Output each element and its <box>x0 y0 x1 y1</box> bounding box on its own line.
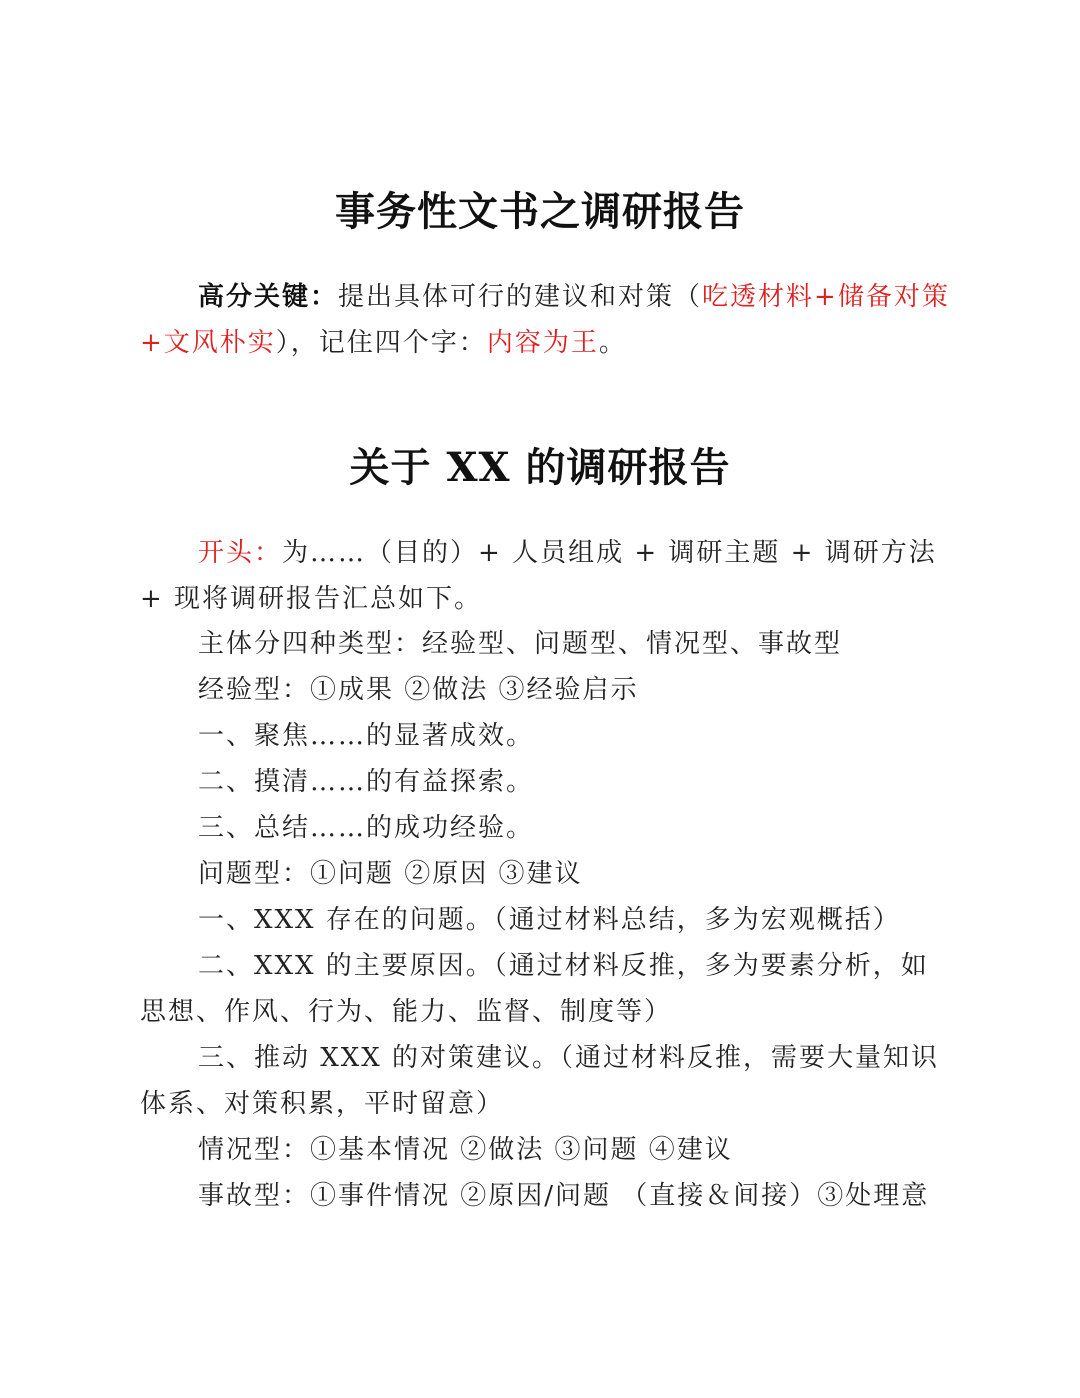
opening-paragraph <box>140 530 950 622</box>
problem-item-2: 二、XXX 的主要原因。（通过材料反推，多为要素分析，如思想、作风、行为、能力、监督、制度等） <box>140 951 929 1027</box>
opening-label: 开头： <box>198 538 283 568</box>
problem-item-3: 三、推动 XXX 的对策建议。（通过材料反推，需要大量知识体系、对策积累，平时留意） <box>140 1043 940 1119</box>
accident-heading: 事故型：①事件情况 ②原因/问题 （直接＆间接）③处理意 <box>198 1181 930 1211</box>
experience-item-1: 一、聚焦……的显著成效。 <box>198 721 535 751</box>
experience-item-3: 三、总结……的成功经验。 <box>198 813 535 843</box>
key-text-3: 。 <box>598 328 627 358</box>
key-text-1: 提出具体可行的建议和对策（ <box>338 282 703 312</box>
key-text-2: ），记住四个字： <box>275 328 487 358</box>
situation-heading: 情况型：①基本情况 ②做法 ③问题 ④建议 <box>198 1135 733 1165</box>
opening-text: 为……（目的）+ 人员组成 + 调研主题 + 调研方法 + 现将调研报告汇总如下。 <box>140 538 937 614</box>
report-title: 关于 XX 的调研报告 <box>349 444 731 491</box>
experience-item-2: 二、摸清……的有益探索。 <box>198 767 535 797</box>
page-title: 事务性文书之调研报告 <box>335 188 745 235</box>
types-line: 主体分四种类型：经验型、问题型、情况型、事故型 <box>198 629 843 659</box>
key-highlight-1: 吃透材料+储备对策+文风朴实 <box>140 282 950 358</box>
key-label: 高分关键： <box>198 282 339 312</box>
key-highlight-2: 内容为王 <box>486 328 599 358</box>
key-paragraph <box>140 274 950 366</box>
problem-item-1: 一、XXX 存在的问题。（通过材料总结，多为宏观概括） <box>198 905 901 935</box>
problem-heading: 问题型：①问题 ②原因 ③建议 <box>198 859 583 889</box>
experience-heading: 经验型：①成果 ②做法 ③经验启示 <box>198 675 639 705</box>
